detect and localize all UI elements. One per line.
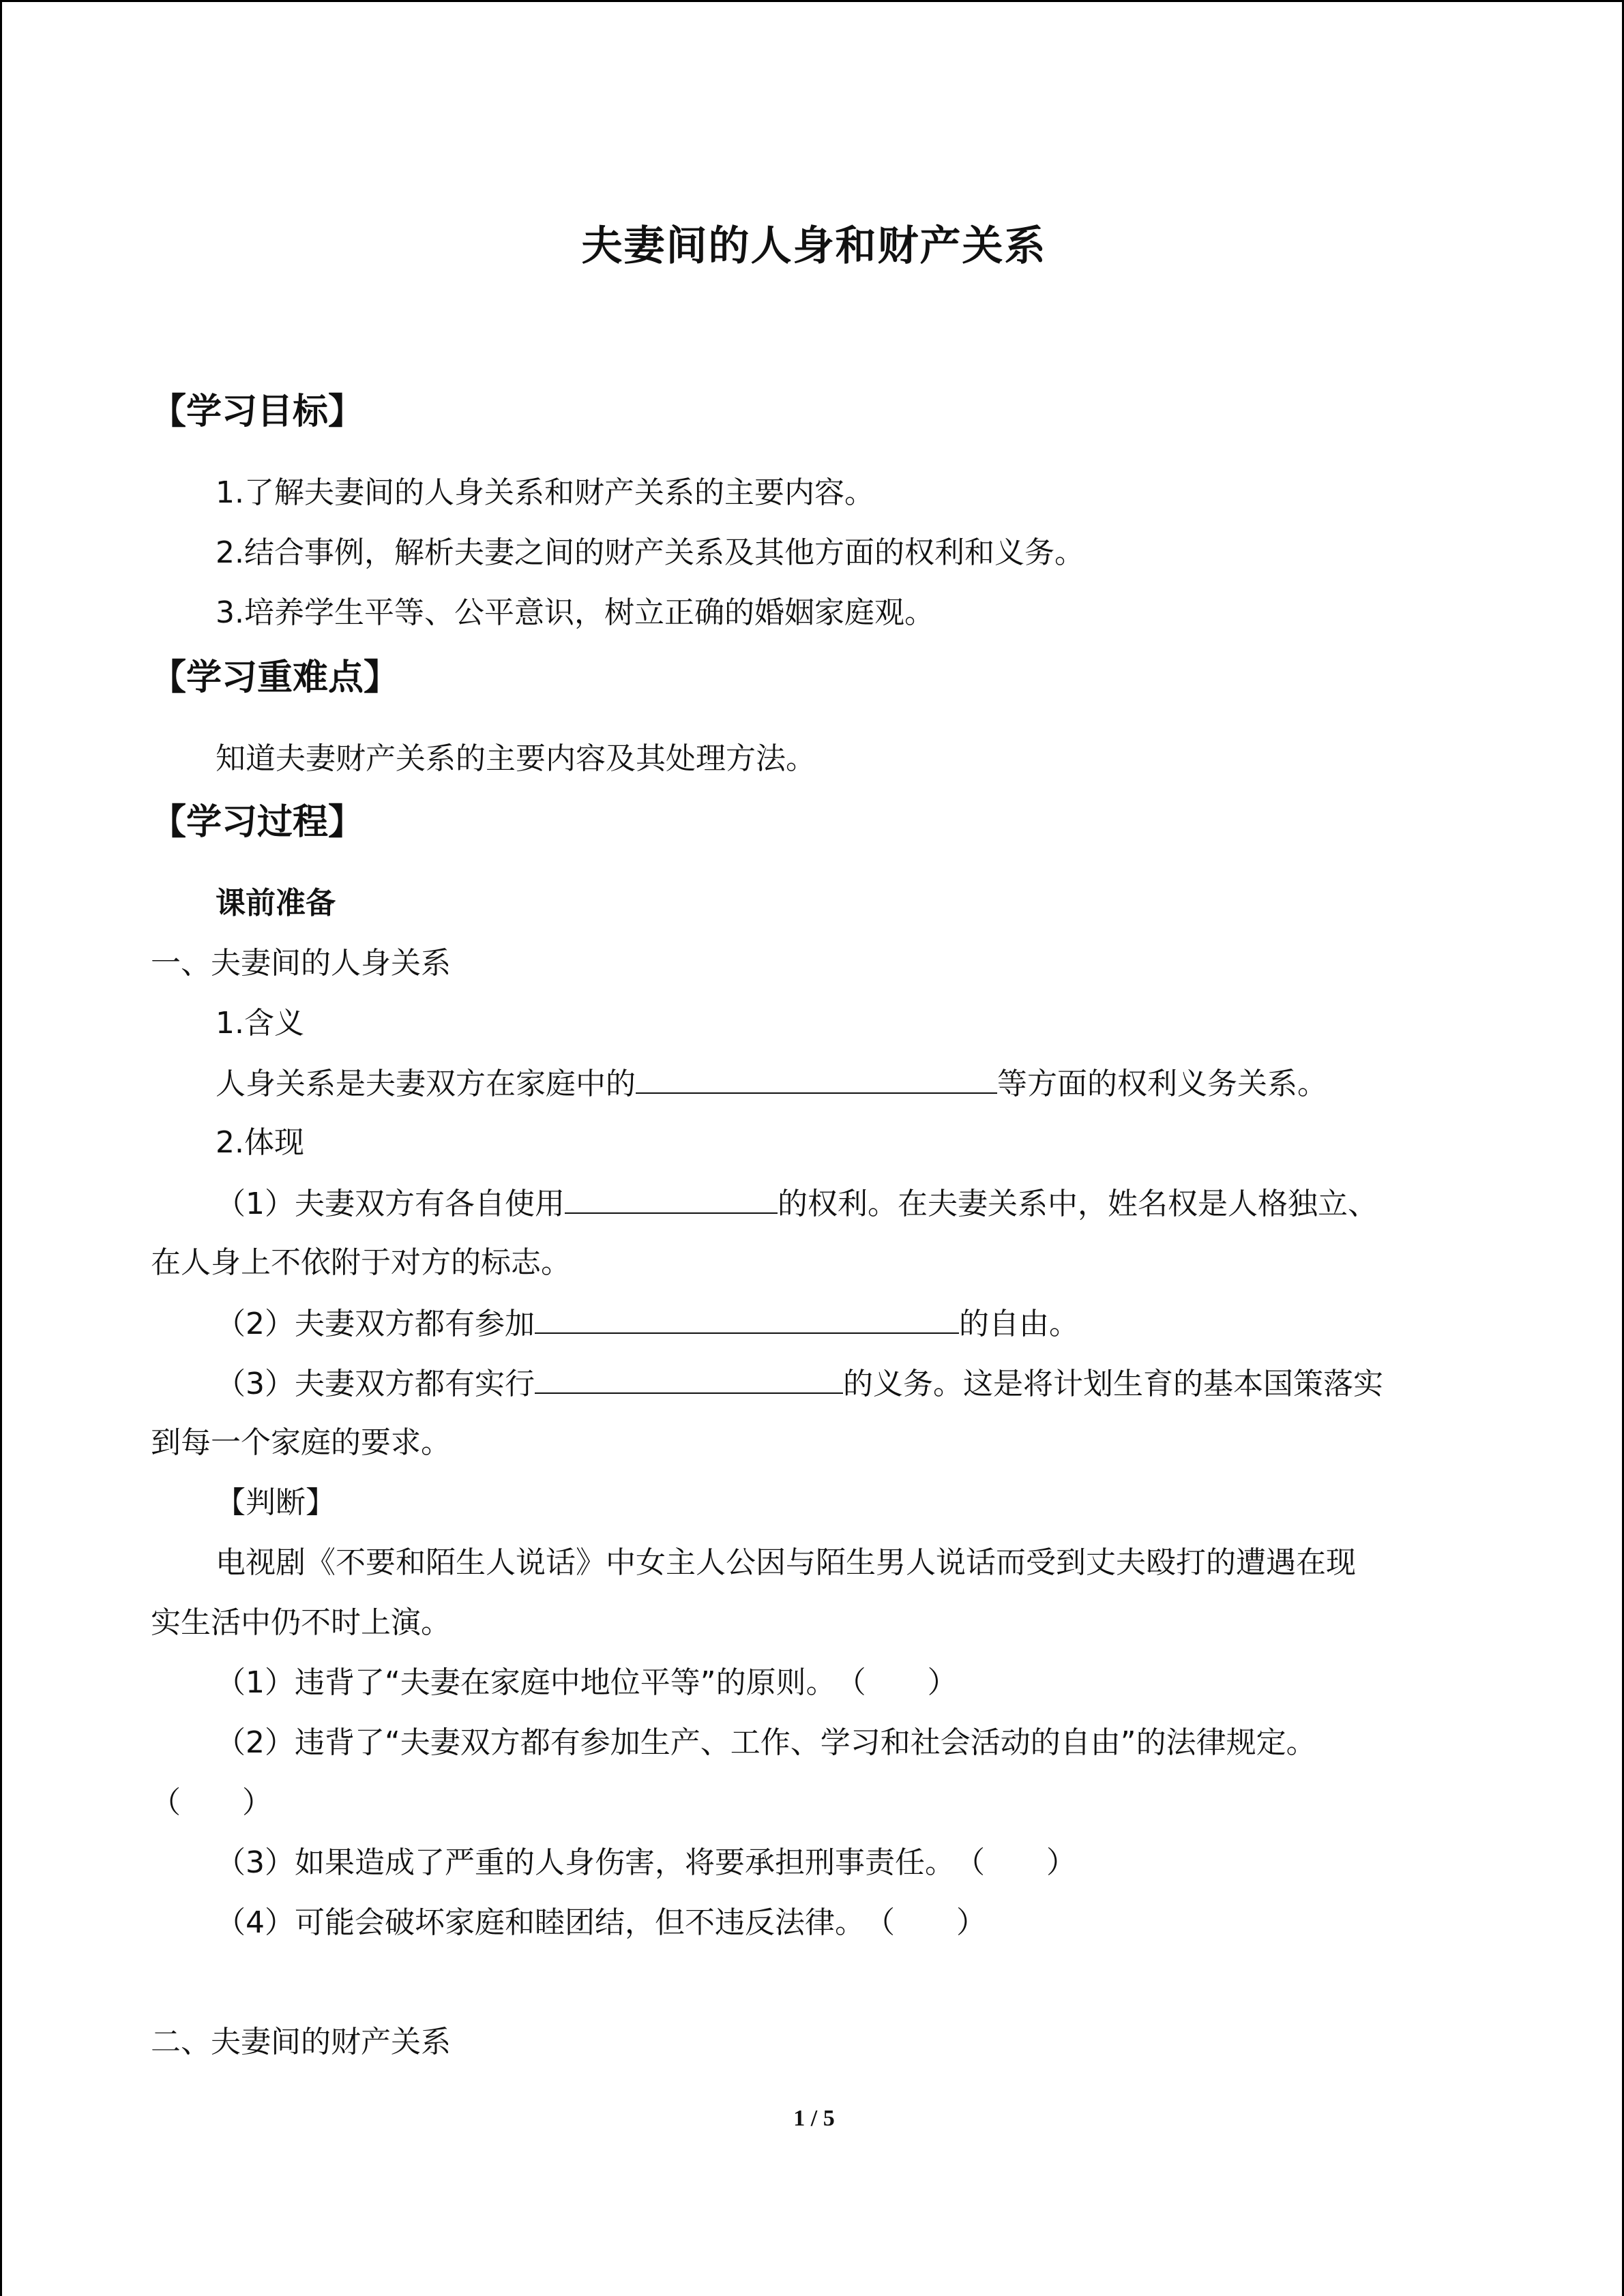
key-points-heading: 【学习重难点】 (151, 657, 400, 698)
item3-line (216, 1362, 1383, 1405)
item3-pre: （3）夫妻双方都有实行 (216, 1367, 535, 1401)
item1-continuation: 在人身上不依附于对方的标志。 (151, 1245, 571, 1280)
judge-1-answer[interactable]: （ ） (836, 1665, 958, 1700)
judge-item-3: （3）如果造成了严重的人身伤害，将要承担刑事责任。（ ） (216, 1843, 1076, 1883)
goal-item-1: 1.了解夫妻间的人身关系和财产关系的主要内容。 (216, 475, 874, 510)
part1-title: 一、夫妻间的人身关系 (151, 946, 451, 981)
judge-4-answer[interactable]: （ ） (865, 1905, 986, 1940)
item2-blank[interactable] (535, 1302, 959, 1334)
item1-blank[interactable] (565, 1182, 778, 1214)
judge-intro-line-2: 实生活中仍不时上演。 (151, 1605, 451, 1640)
judge-item-4: （4）可能会破坏家庭和睦团结，但不违反法律。（ ） (216, 1903, 986, 1943)
item3-continuation: 到每一个家庭的要求。 (151, 1425, 451, 1460)
judge-intro-line-1: 电视剧《不要和陌生人说话》中女主人公因与陌生男人说话而受到丈夫殴打的遭遇在现 (216, 1545, 1356, 1580)
document-title: 夫妻间的人身和财产关系 (581, 222, 1047, 270)
judge-item-2: （2）违背了“夫妻双方都有参加生产、工作、学习和社会活动的自由”的法律规定。 (216, 1725, 1316, 1760)
embody-title: 2.体现 (216, 1125, 304, 1160)
item1-line (216, 1182, 1378, 1225)
meaning-pre: 人身关系是夫妻双方在家庭中的 (216, 1067, 636, 1101)
item2-post: 的自由。 (959, 1307, 1079, 1341)
judge-2-answer[interactable]: （ ） (151, 1785, 272, 1820)
goal-item-2: 2.结合事例，解析夫妻之间的财产关系及其他方面的权利和义务。 (216, 535, 1084, 570)
item3-post: 的义务。这是将计划生育的基本国策落实 (843, 1367, 1383, 1401)
page-number: 1 / 5 (793, 2106, 835, 2131)
prep-subheading: 课前准备 (216, 886, 336, 921)
meaning-post: 等方面的权利义务关系。 (997, 1067, 1327, 1101)
item1-pre: （1）夫妻双方有各自使用 (216, 1187, 565, 1221)
meaning-blank[interactable] (636, 1062, 997, 1094)
item2-line (216, 1302, 1079, 1345)
goals-heading: 【学习目标】 (151, 391, 364, 432)
process-heading: 【学习过程】 (151, 802, 364, 843)
judge-3-answer[interactable]: （ ） (955, 1845, 1076, 1880)
key-points-text: 知道夫妻财产关系的主要内容及其处理方法。 (216, 741, 816, 776)
goal-item-3: 3.培养学生平等、公平意识，树立正确的婚姻家庭观。 (216, 595, 934, 630)
judge-title: 【判断】 (216, 1485, 336, 1520)
item3-blank[interactable] (535, 1362, 843, 1394)
part2-title: 二、夫妻间的财产关系 (151, 2025, 451, 2059)
item1-post: 的权利。在夫妻关系中，姓名权是人格独立、 (778, 1187, 1378, 1221)
judge-item-1: （1）违背了“夫妻在家庭中地位平等”的原则。（ ） (216, 1663, 958, 1703)
meaning-title: 1.含义 (216, 1006, 304, 1041)
meaning-line (216, 1062, 1327, 1105)
item2-pre: （2）夫妻双方都有参加 (216, 1307, 535, 1341)
